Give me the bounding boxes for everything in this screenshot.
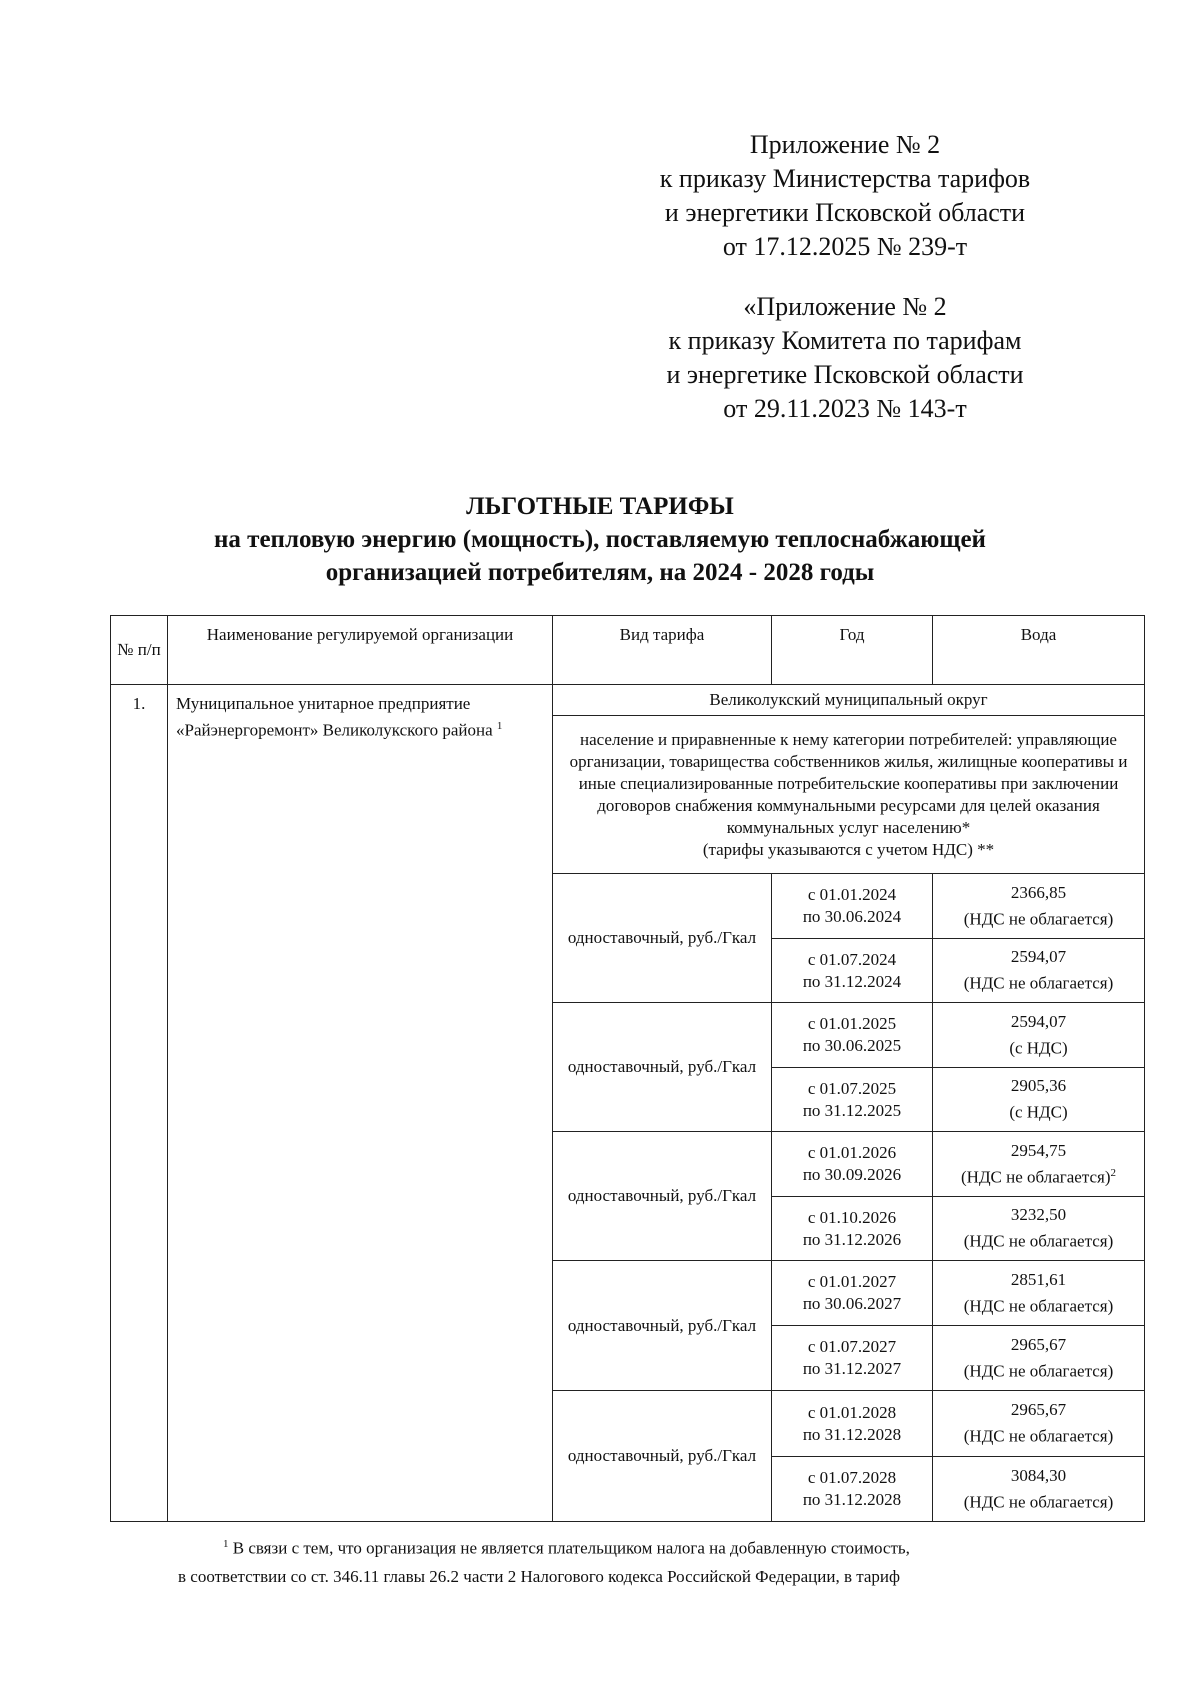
tariff-value: 2965,67 xyxy=(1010,1334,1067,1354)
period-cell xyxy=(771,1390,933,1457)
row-number-label: 1. xyxy=(132,694,146,713)
header-org xyxy=(167,615,553,685)
vat-footnote-mark: 2 xyxy=(1110,1166,1116,1179)
period-from: с 01.01.2025 xyxy=(807,1014,897,1033)
vat-note xyxy=(1009,1097,1067,1124)
org-name-cell xyxy=(167,684,553,1522)
footnote-mark: 1 xyxy=(223,1538,229,1550)
header-year xyxy=(771,615,933,685)
tariff-value-cell xyxy=(932,1456,1145,1522)
district-label: Великолукский муниципальный округ xyxy=(709,690,988,709)
footnote-line-2: в соответствии со ст. 346.11 главы 26.2 части 2 Налогового кодекса Российской Федерации, в тариф xyxy=(178,1566,901,1586)
tariff-value-cell xyxy=(932,1002,1145,1068)
tariff-value: 3232,50 xyxy=(1010,1205,1067,1225)
vat-note xyxy=(1009,1033,1067,1060)
vat-note xyxy=(964,1226,1114,1253)
period-from: с 01.07.2025 xyxy=(807,1078,897,1098)
appendix-order-authority: и энергетики Псковской области xyxy=(664,198,1026,227)
tariff-type-label: одноставочный, руб./Гкал xyxy=(567,928,757,947)
header-water xyxy=(932,615,1145,685)
footnote xyxy=(178,1530,1128,1591)
vat-text: (НДС не облагается) xyxy=(963,1492,1114,1512)
prev-appendix-title: «Приложение № 2 xyxy=(743,292,947,321)
period-from: с 01.10.2026 xyxy=(807,1207,897,1227)
vat-text: (с НДС) xyxy=(1009,1038,1068,1058)
period-cell xyxy=(771,1067,933,1132)
appendix-title: Приложение № 2 xyxy=(749,130,941,159)
vat-note xyxy=(964,1421,1114,1448)
tariff-value-cell xyxy=(932,1260,1145,1326)
title-line-3: организацией потребителям, на 2024 - 2028 годы xyxy=(325,559,875,586)
prev-appendix-order-date: от 29.11.2023 № 143-т xyxy=(723,394,967,423)
vat-text: (НДС не облагается) xyxy=(963,973,1114,993)
period-from: с 01.07.2028 xyxy=(807,1468,897,1487)
consumers-cell xyxy=(552,715,1145,874)
header-tariff-type xyxy=(552,615,772,685)
period-cell xyxy=(771,1325,933,1391)
vat-text: (НДС не облагается) xyxy=(963,1361,1114,1381)
footnote-text-1: В связи с тем, что организация не является плательщиком налога на добавленную стоимость, xyxy=(232,1538,910,1558)
vat-note xyxy=(961,1162,1116,1189)
header-water-label: Вода xyxy=(1020,625,1057,644)
period-to: по 31.12.2028 xyxy=(802,1490,902,1509)
tariff-type-cell xyxy=(552,1260,772,1391)
period-to: по 31.12.2027 xyxy=(802,1359,902,1378)
tariff-value-cell xyxy=(932,1325,1145,1391)
period-cell xyxy=(771,1456,933,1522)
appendix-header-previous xyxy=(610,290,1080,426)
vat-text: (НДС не облагается) xyxy=(961,1167,1111,1187)
tariff-value: 3084,30 xyxy=(1010,1465,1067,1485)
period-to: по 30.06.2024 xyxy=(802,907,902,926)
vat-text: (НДС не облагается) xyxy=(963,1231,1114,1251)
title-line-1: ЛЬГОТНЫЕ ТАРИФЫ xyxy=(466,493,734,520)
period-to: по 30.06.2027 xyxy=(802,1294,902,1313)
tariff-value: 2594,07 xyxy=(1010,1011,1067,1031)
tariff-type-cell xyxy=(552,1390,772,1522)
tariff-value-cell xyxy=(932,1390,1145,1457)
vat-text: (НДС не облагается) xyxy=(963,909,1114,929)
tariff-value-cell xyxy=(932,938,1145,1003)
title-line-2: на тепловую энергию (мощность), поставляемую теплоснабжающей xyxy=(214,526,986,553)
header-tariff-type-label: Вид тарифа xyxy=(619,625,705,644)
vat-text: (с НДС) xyxy=(1009,1102,1068,1122)
tariff-type-label: одноставочный, руб./Гкал xyxy=(567,1057,757,1076)
vat-note xyxy=(964,1487,1114,1514)
tariff-type-cell xyxy=(552,873,772,1003)
period-from: с 01.01.2024 xyxy=(807,885,897,904)
period-cell xyxy=(771,873,933,939)
row-number xyxy=(110,684,168,1522)
period-from: с 01.01.2028 xyxy=(807,1402,897,1422)
period-from: с 01.07.2027 xyxy=(807,1337,897,1356)
header-num-label: № п/п xyxy=(117,640,161,659)
tariff-value: 2965,67 xyxy=(1010,1400,1067,1420)
consumers-note: (тарифы указываются с учетом НДС) ** xyxy=(702,839,995,859)
period-cell xyxy=(771,938,933,1003)
tariff-value: 2851,61 xyxy=(1010,1269,1067,1289)
period-cell xyxy=(771,1002,933,1068)
period-cell xyxy=(771,1260,933,1326)
period-to: по 31.12.2026 xyxy=(802,1229,902,1249)
org-name-text: Муниципальное унитарное предприятие «Райэнергоремонт» Великолукского района xyxy=(176,694,493,740)
appendix-order-date: от 17.12.2025 № 239-т xyxy=(722,232,968,261)
vat-text: (НДС не облагается) xyxy=(963,1296,1114,1316)
period-from: с 01.07.2024 xyxy=(807,949,897,969)
period-to: по 30.09.2026 xyxy=(802,1165,902,1184)
period-to: по 31.12.2025 xyxy=(802,1100,902,1120)
tariff-value: 2594,07 xyxy=(1010,947,1067,967)
tariff-type-label: одноставочный, руб./Гкал xyxy=(567,1446,757,1465)
org-name xyxy=(176,693,548,742)
consumers-text: население и приравненные к нему категории потребителей: управляющие организации, товарищества собственников жилья, жилищные кооперативы и иные специализированные потребительские кооперативы при заключении договоров снабжения коммунальными ресурсами для целей оказания коммунальных услуг населению* xyxy=(569,729,1128,837)
vat-note xyxy=(964,1291,1114,1318)
org-footnote-mark: 1 xyxy=(496,720,503,732)
vat-note xyxy=(964,1356,1114,1383)
tariff-value-cell xyxy=(932,873,1145,939)
tariff-value: 2366,85 xyxy=(1010,882,1067,902)
prev-appendix-order-authority: и энергетике Псковской области xyxy=(666,360,1024,389)
district-cell xyxy=(552,684,1145,716)
tariff-value: 2954,75 xyxy=(1010,1140,1067,1160)
tariff-type-cell xyxy=(552,1002,772,1132)
vat-note xyxy=(964,904,1114,931)
header-org-label: Наименование регулируемой организации xyxy=(206,625,514,644)
tariff-type-label: одноставочный, руб./Гкал xyxy=(567,1186,757,1205)
tariff-type-label: одноставочный, руб./Гкал xyxy=(567,1315,757,1335)
tariff-value-cell xyxy=(932,1196,1145,1261)
tariff-value-cell xyxy=(932,1067,1145,1132)
footnote-line-1 xyxy=(178,1530,1128,1563)
appendix-order-ref: к приказу Министерства тарифов xyxy=(659,164,1031,193)
vat-note xyxy=(964,968,1114,995)
prev-appendix-order-ref: к приказу Комитета по тарифам xyxy=(668,326,1022,355)
vat-text: (НДС не облагается) xyxy=(963,1426,1114,1446)
period-to: по 31.12.2028 xyxy=(802,1424,902,1444)
period-to: по 30.06.2025 xyxy=(802,1036,902,1055)
period-from: с 01.01.2027 xyxy=(807,1272,897,1291)
appendix-header-current xyxy=(610,128,1080,264)
period-cell xyxy=(771,1131,933,1197)
period-cell xyxy=(771,1196,933,1261)
period-to: по 31.12.2024 xyxy=(802,971,902,991)
document-title xyxy=(130,490,1070,589)
header-year-label: Год xyxy=(839,625,865,644)
period-from: с 01.01.2026 xyxy=(807,1143,897,1162)
tariff-type-cell xyxy=(552,1131,772,1261)
tariff-value: 2905,36 xyxy=(1010,1076,1067,1096)
tariff-value-cell xyxy=(932,1131,1145,1197)
header-num xyxy=(110,615,168,685)
